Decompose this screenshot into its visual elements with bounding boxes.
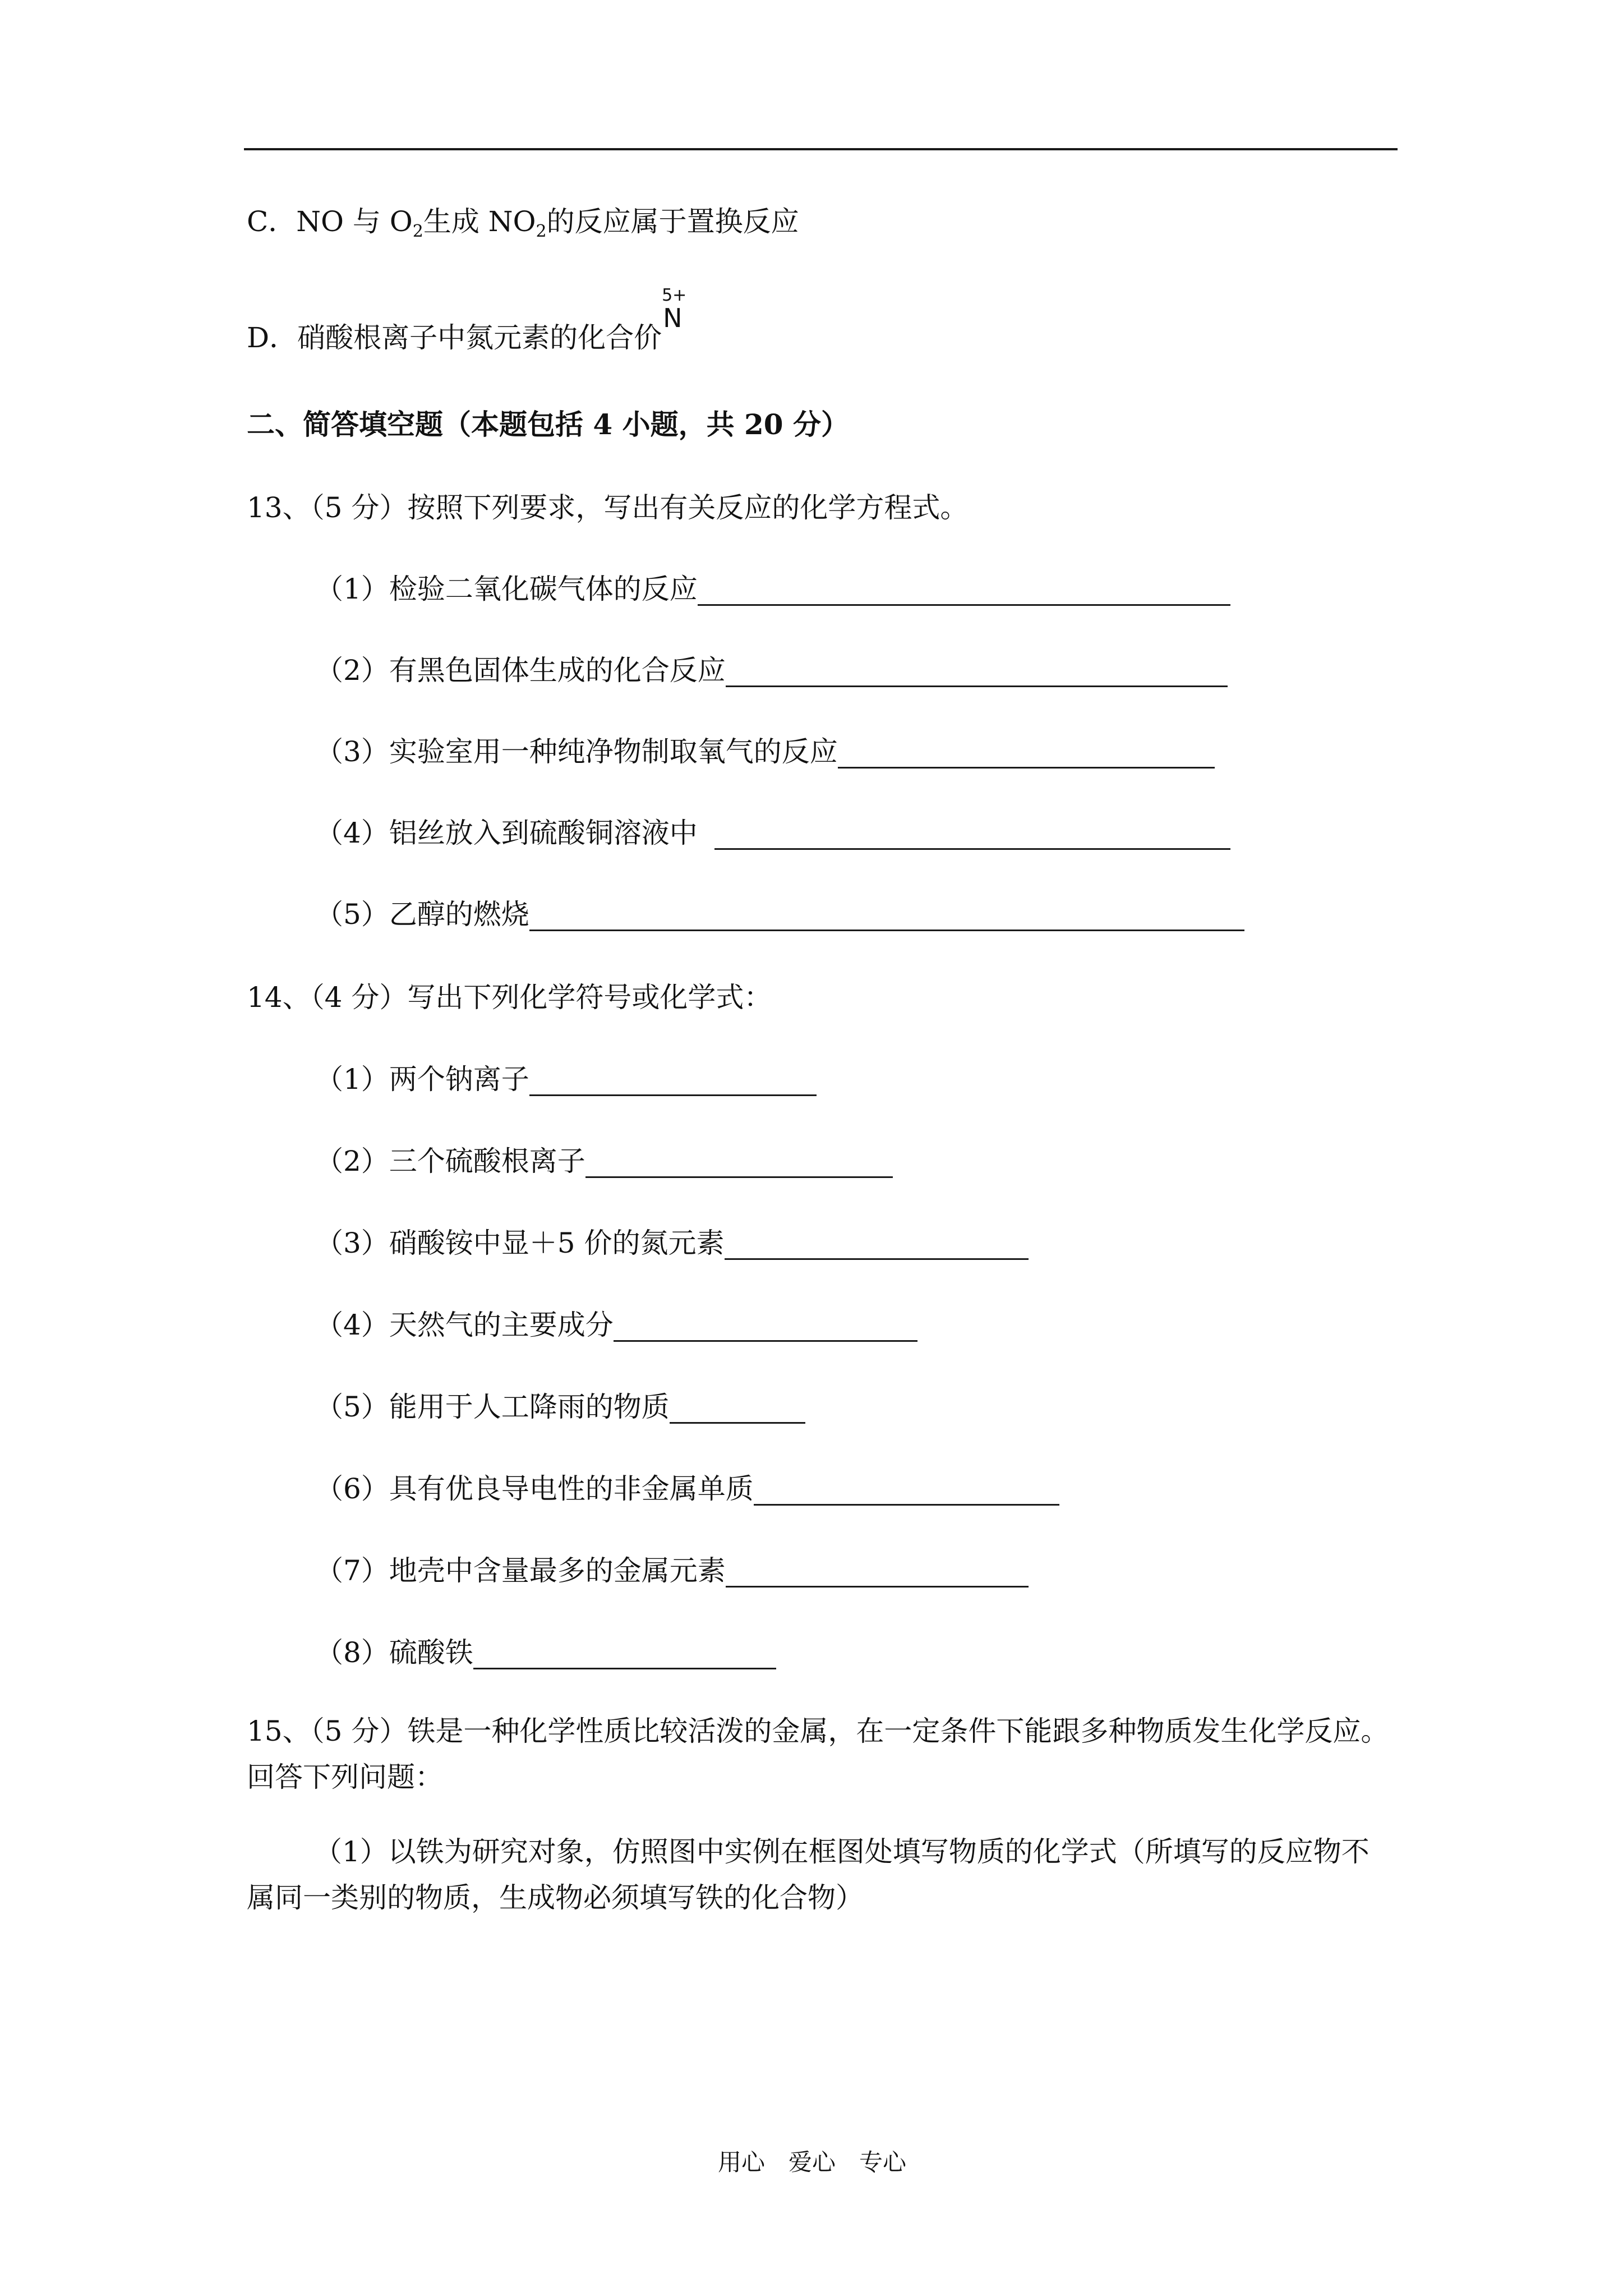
q13-item-3-label: （3）实验室用一种纯净物制取氧气的反应 xyxy=(315,735,838,768)
answer-blank[interactable] xyxy=(714,822,1230,850)
q14-item-4 xyxy=(315,1308,917,1342)
answer-blank[interactable] xyxy=(670,1396,805,1424)
answer-blank[interactable] xyxy=(754,1478,1059,1506)
answer-blank[interactable] xyxy=(614,1314,917,1342)
option-c xyxy=(247,205,799,249)
q14-item-1-label: （1）两个钠离子 xyxy=(315,1063,529,1096)
q13-item-5-label: （5）乙醇的燃烧 xyxy=(315,898,529,931)
q13-stem: 13、（5 分）按照下列要求，写出有关反应的化学方程式。 xyxy=(247,491,969,524)
answer-blank[interactable] xyxy=(726,660,1228,687)
nitrogen-symbol: N xyxy=(663,303,683,333)
q13-item-3 xyxy=(315,735,1215,769)
q14-item-4-label: （4）天然气的主要成分 xyxy=(315,1309,614,1341)
q13-item-1-label: （1）检验二氧化碳气体的反应 xyxy=(315,573,698,605)
header-rule xyxy=(244,148,1398,150)
q14-item-5 xyxy=(315,1390,805,1424)
answer-blank[interactable] xyxy=(838,741,1215,769)
q14-item-2 xyxy=(315,1144,893,1178)
option-d-text: 硝酸根离子中氮元素的化合价 xyxy=(297,321,662,354)
q14-stem: 14、（4 分）写出下列化学符号或化学式： xyxy=(247,981,772,1014)
q15-stem: 15、（5 分）铁是一种化学性质比较活泼的金属，在一定条件下能跟多种物质发生化学反应。回答下列问题： xyxy=(247,1715,1389,1793)
q14-item-6 xyxy=(315,1472,1059,1506)
q14-item-6-label: （6）具有优良导电性的非金属单质 xyxy=(315,1473,754,1505)
option-c-subscript-2: 2 xyxy=(536,222,547,241)
option-c-text-3: 的反应属于置换反应 xyxy=(546,205,799,238)
q13-item-2-label: （2）有黑色固体生成的化合反应 xyxy=(315,654,726,687)
q14-item-8 xyxy=(315,1636,776,1669)
valence-charge: 5+ xyxy=(662,286,687,305)
q15-part-1: （1）以铁为研究对象，仿照图中实例在框图处填写物质的化学式（所填写的反应物不属同一类别的物质，生成物必须填写铁的化合物） xyxy=(247,1835,1370,1914)
option-d-label: D． xyxy=(247,321,298,354)
answer-blank[interactable] xyxy=(529,904,1244,931)
section-2-heading: 二、简答填空题（本题包括 4 小题，共 20 分） xyxy=(247,408,849,441)
q13-item-2 xyxy=(315,654,1228,687)
option-c-subscript-1: 2 xyxy=(412,222,423,241)
option-c-label: C． xyxy=(247,205,297,238)
option-c-text-2: 生成 NO xyxy=(423,205,536,238)
option-d xyxy=(247,286,687,355)
q14-item-7-label: （7）地壳中含量最多的金属元素 xyxy=(315,1554,726,1587)
q14-item-7 xyxy=(315,1554,1029,1588)
q13-item-5 xyxy=(315,898,1244,931)
q13-item-1 xyxy=(315,572,1230,606)
answer-blank[interactable] xyxy=(529,1069,817,1096)
q14-item-1 xyxy=(315,1062,817,1096)
nitrogen-valence-notation xyxy=(662,286,687,355)
answer-blank[interactable] xyxy=(473,1642,776,1669)
answer-blank[interactable] xyxy=(726,1560,1029,1588)
q14-item-2-label: （2）三个硫酸根离子 xyxy=(315,1145,585,1177)
option-c-text-1: NO 与 O xyxy=(296,205,413,238)
q14-item-3 xyxy=(315,1226,1029,1260)
q14-item-5-label: （5）能用于人工降雨的物质 xyxy=(315,1391,670,1423)
q13-item-4 xyxy=(315,816,1230,850)
q14-item-8-label: （8）硫酸铁 xyxy=(315,1636,473,1669)
q13-item-4-label: （4）铝丝放入到硫酸铜溶液中 xyxy=(315,817,698,849)
answer-blank[interactable] xyxy=(585,1151,893,1178)
q14-item-3-label: （3）硝酸铵中显＋5 价的氮元素 xyxy=(315,1227,725,1259)
page-footer: 用心 爱心 专心 xyxy=(718,2148,907,2176)
answer-blank[interactable] xyxy=(698,578,1230,606)
answer-blank[interactable] xyxy=(725,1232,1029,1260)
